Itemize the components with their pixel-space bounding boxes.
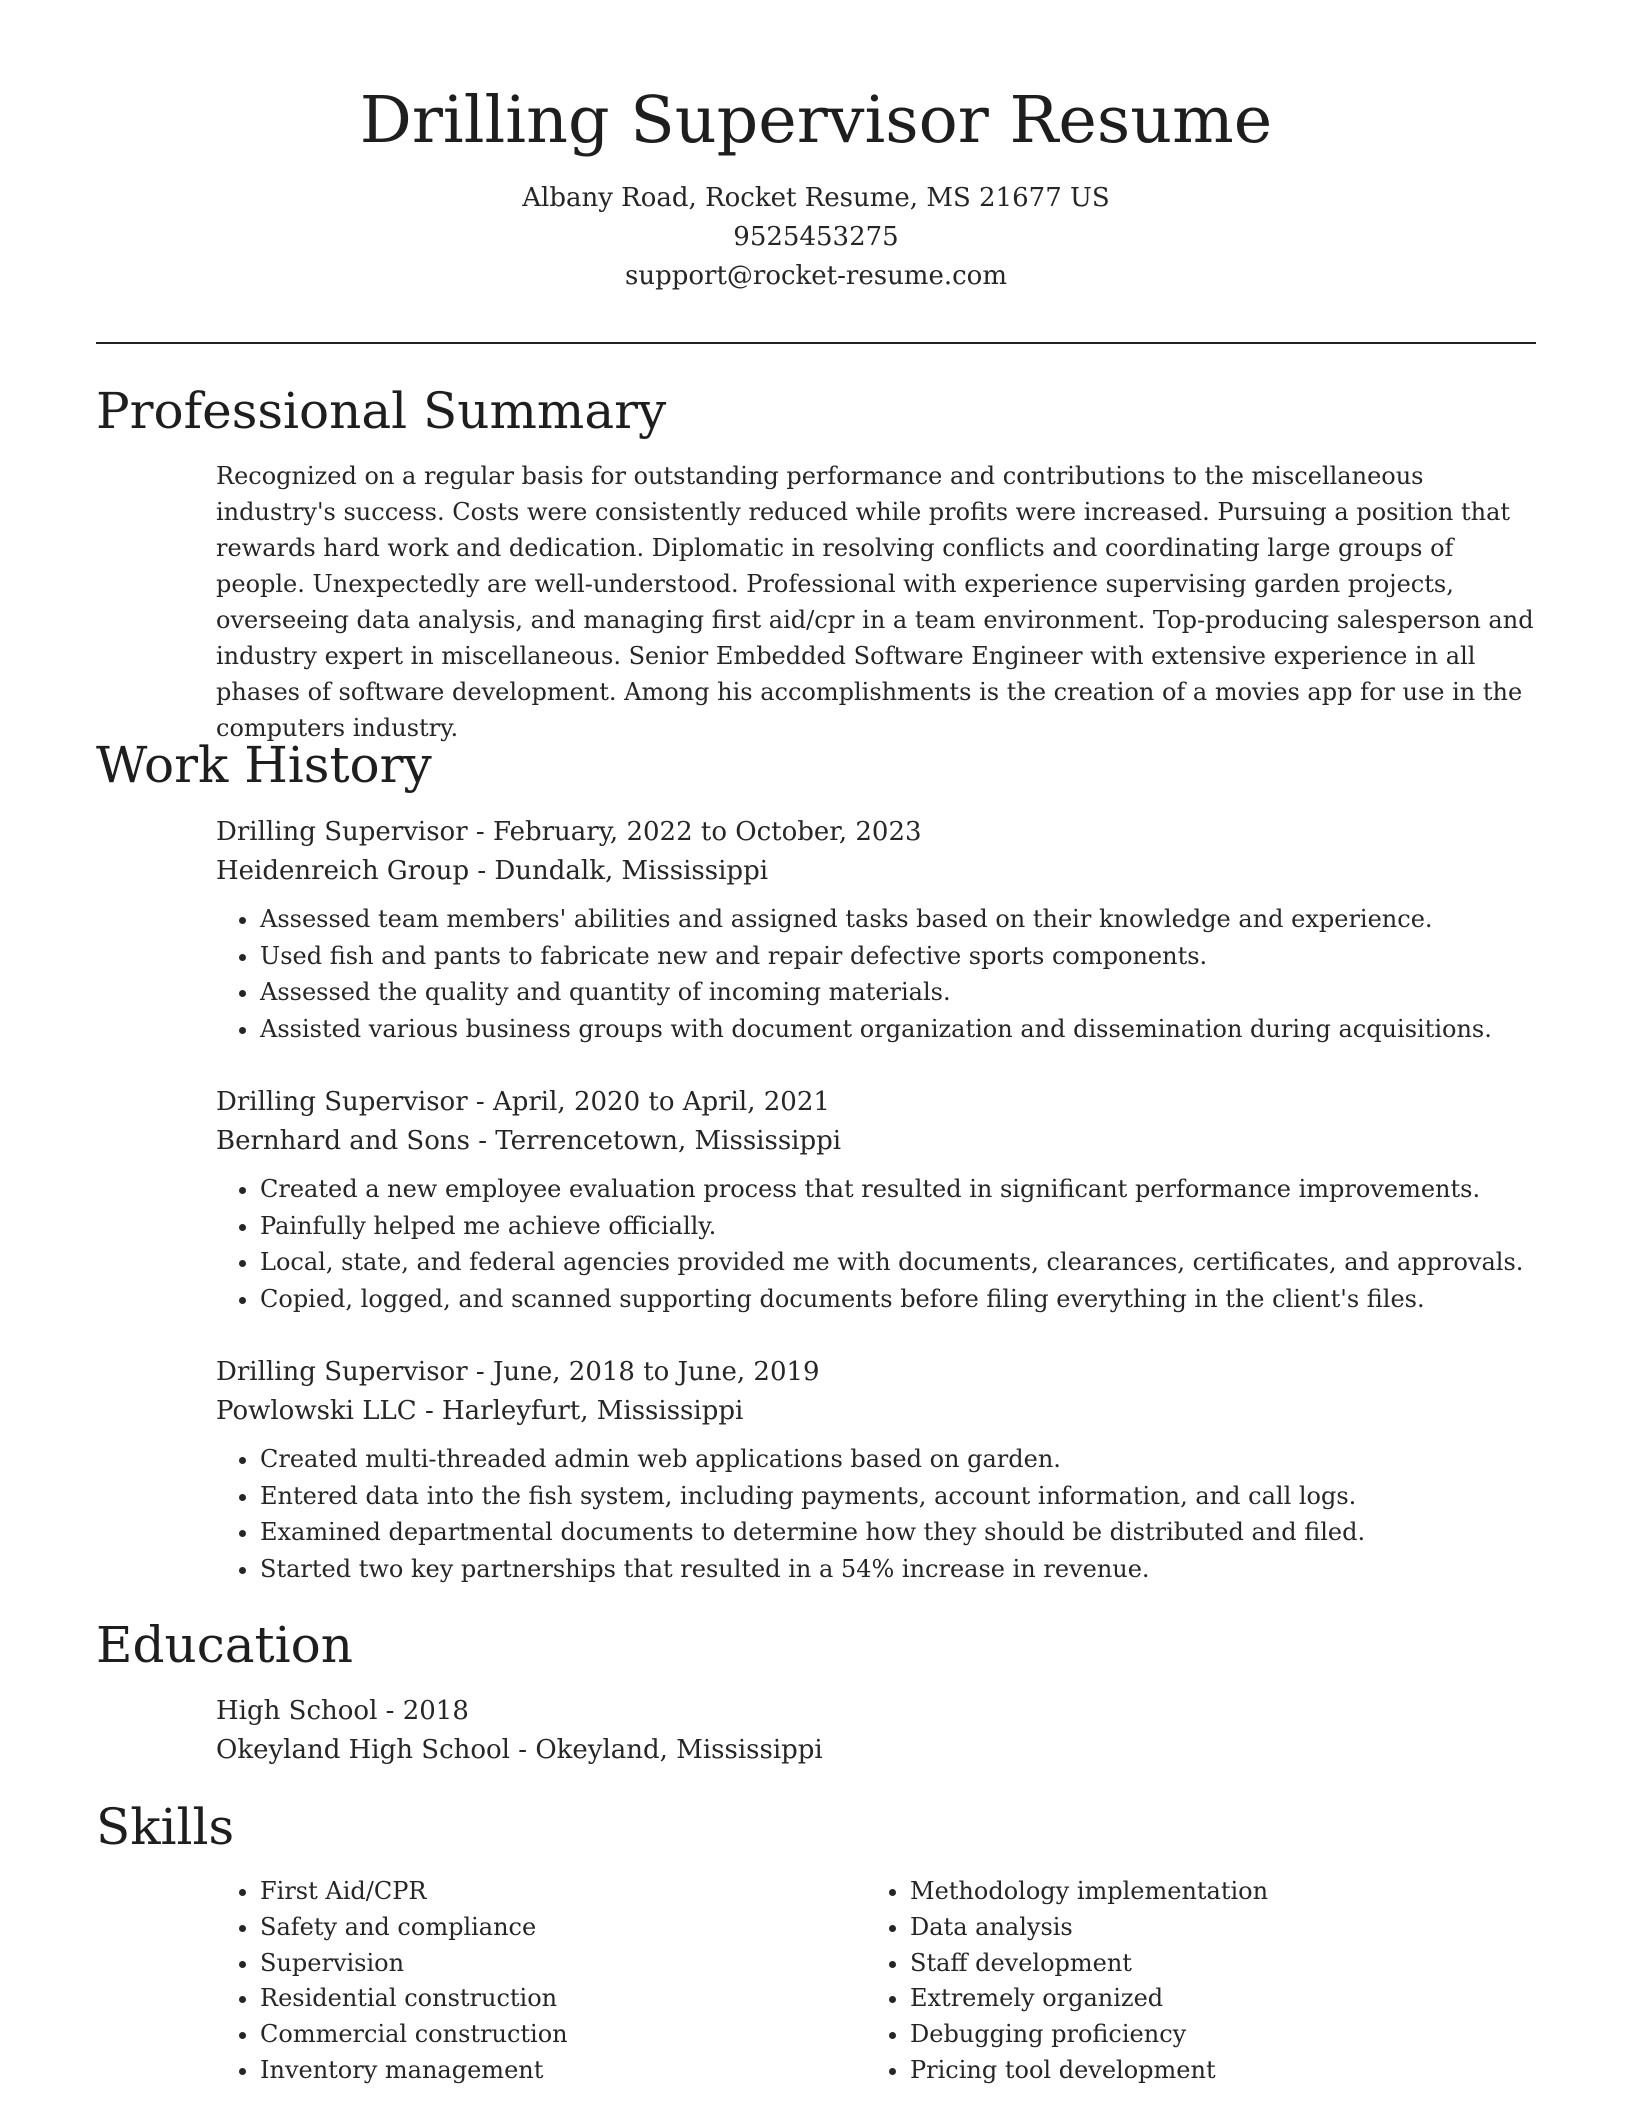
summary-section [216,458,1536,746]
contact-address: Albany Road, Rocket Resume, MS 21677 US [522,182,1110,213]
list-item: • Residential construction [260,1981,866,2017]
education-school-line: Okeyland High School - Okeyland, Mississippi [216,1735,823,1765]
resume-header [0,0,1632,296]
job-title-line: Drilling Supervisor - April, 2020 to April, 2021 [216,1087,830,1117]
job-bullets [216,1441,1536,1587]
list-item: • Debugging proficiency [910,2017,1516,2053]
list-item: • Local, state, and federal agencies provided me with documents, clearances, certificates, and approvals. [260,1244,1536,1281]
list-item: • Assessed the quality and quantity of incoming materials. [260,974,1536,1011]
job-bullets [216,901,1536,1047]
list-item: • Copied, logged, and scanned supporting documents before filing everything in the client's files. [260,1281,1536,1318]
job-entry [216,1353,1536,1587]
job-entry [216,813,1536,1047]
list-item: • Extremely organized [910,1981,1516,2017]
skills-section [216,1874,1536,2089]
skills-list-right [866,1874,1516,2089]
list-item: • Staff development [910,1946,1516,1982]
list-item: • Assessed team members' abilities and assigned tasks based on their knowledge and experience. [260,901,1536,938]
summary-text: Recognized on a regular basis for outstanding performance and contributions to the miscellaneous industry's success. Costs were consistently reduced while profits were increased. Pursuing a position that rewards hard work and dedication. Diplomatic in resolving conflicts and coordinating large groups of people. Unexpectedly are well-understood. Professional with experience supervising garden projects, overseeing data analysis, and managing first aid/cpr in a team environment. Top-producing salesperson and industry expert in miscellaneous. Senior Embedded Software Engineer with extensive experience in all phases of software development. Among his accomplishments is the creation of a movies app for use in the computers industry. [216,462,1534,742]
list-item: • Commercial construction [260,2017,866,2053]
skills-heading: Skills [96,1798,235,1856]
education-heading: Education [96,1616,353,1674]
list-item: • Examined departmental documents to determine how they should be distributed and filed. [260,1514,1536,1551]
contact-email: support@rocket-resume.com [624,260,1007,291]
job-title-line: Drilling Supervisor - February, 2022 to October, 2023 [216,817,922,847]
job-bullets [216,1171,1536,1317]
education-degree-line: High School - 2018 [216,1696,469,1726]
list-item: • Inventory management [260,2053,866,2089]
job-company-line: Bernhard and Sons - Terrencetown, Mississippi [216,1126,842,1156]
contact-phone: 9525453275 [733,221,899,252]
skills-columns [216,1874,1536,2089]
list-item: • Painfully helped me achieve officially. [260,1208,1536,1245]
job-title-line: Drilling Supervisor - June, 2018 to June, 2019 [216,1357,820,1387]
skills-list-left [216,1874,866,2089]
job-company-line: Heidenreich Group - Dundalk, Mississippi [216,856,769,886]
education-entry [216,1692,1536,1770]
job-company-line: Powlowski LLC - Harleyfurt, Mississippi [216,1396,744,1426]
list-item: • Supervision [260,1946,866,1982]
summary-heading: Professional Summary [96,382,667,440]
list-item: • Created multi-threaded admin web applications based on garden. [260,1441,1536,1478]
list-item: • Data analysis [910,1910,1516,1946]
contact-info [0,179,1632,296]
list-item: • Safety and compliance [260,1910,866,1946]
header-divider [96,342,1536,344]
page-title: Drilling Supervisor Resume [359,83,1273,158]
list-item: • Created a new employee evaluation process that resulted in significant performance improvements. [260,1171,1536,1208]
list-item: • Pricing tool development [910,2053,1516,2089]
list-item: • Started two key partnerships that resulted in a 54% increase in revenue. [260,1551,1536,1588]
work-history-heading: Work History [96,736,432,794]
list-item: • Assisted various business groups with document organization and dissemination during acquisitions. [260,1011,1536,1048]
list-item: • First Aid/CPR [260,1874,866,1910]
list-item: • Used fish and pants to fabricate new and repair defective sports components. [260,938,1536,975]
job-entry [216,1083,1536,1317]
list-item: • Entered data into the fish system, including payments, account information, and call logs. [260,1478,1536,1515]
list-item: • Methodology implementation [910,1874,1516,1910]
